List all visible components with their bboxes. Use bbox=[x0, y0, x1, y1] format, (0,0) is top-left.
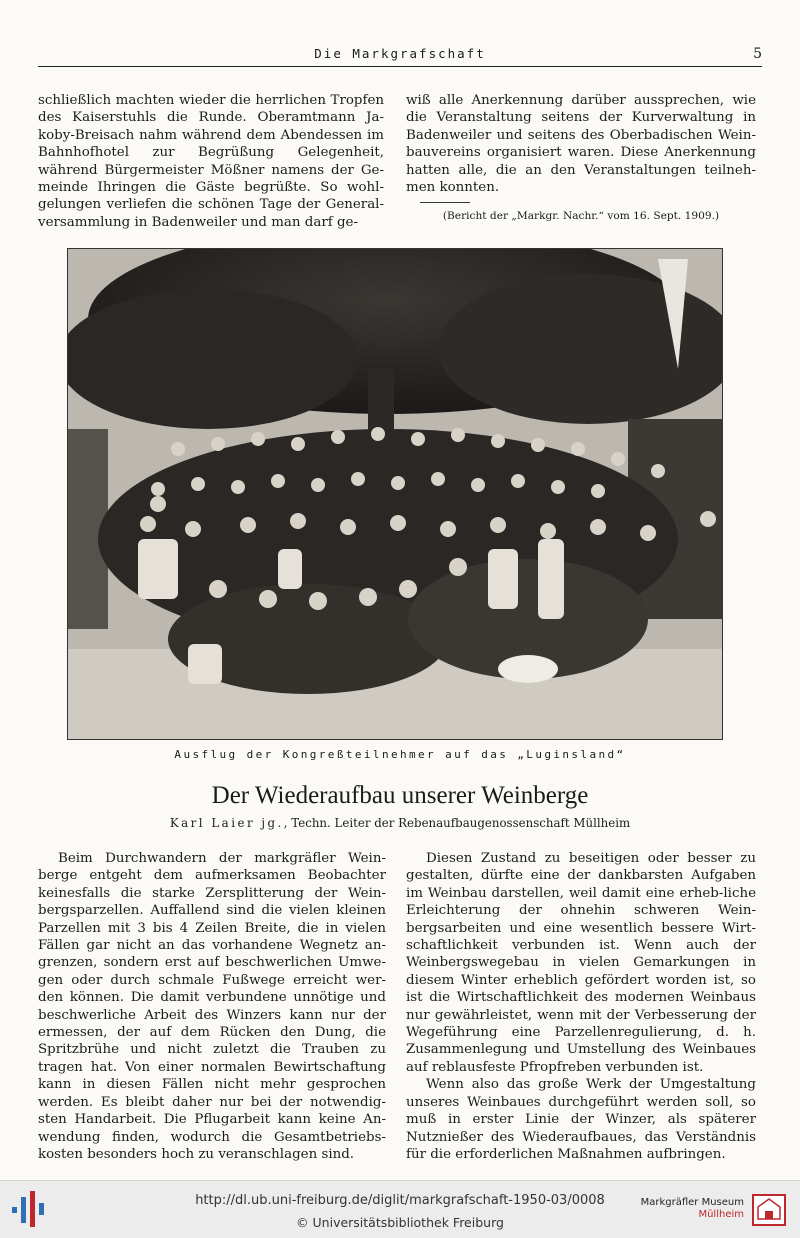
divider bbox=[420, 202, 470, 203]
article-paragraph: Diesen Zustand zu beseitigen oder besser zu gestalten, dürfte eine der dankbarsten Aufgaben im Weinbau darstellen, weil damit eine erheb-liche Erleichterung der ohnehin schweren Wein-bergsarbeiten und eine wesentlich bessere Wirt-schaftlichkeit verbunden ist. Wenn auch der Weinbergswegebau in vielen Gemarkungen in diesem Winter erheblich gefördert worden ist, so ist die Wirtschaftlichkeit des modernen Weinbaus nur gewährleistet, wenn mit der Verbesserung der Wegeführung eine Parzellenregulierung, d. h. Zusammenlegung und Umstellung des Weinbaues auf reblausfeste Pfropfreben verbunden ist. bbox=[406, 851, 756, 1075]
document-url[interactable]: http://dl.ub.uni-freiburg.de/diglit/markgrafschaft-1950-03/0008 bbox=[195, 1193, 605, 1208]
running-head bbox=[38, 46, 762, 67]
author-name: Karl Laier jg. bbox=[169, 816, 284, 830]
museum-name-line2: Müllheim bbox=[698, 1209, 744, 1220]
photo-caption: Ausflug der Kongreßteilnehmer auf das „Luginsland“ bbox=[174, 748, 626, 761]
report-column-right bbox=[406, 92, 756, 223]
report-source: (Bericht der „Markgr. Nachr.“ vom 16. Sept. 1909.) bbox=[442, 210, 720, 223]
crowd bbox=[98, 429, 678, 694]
museum-logo-icon[interactable] bbox=[750, 1189, 788, 1229]
article-byline bbox=[38, 816, 762, 830]
museum-name bbox=[641, 1197, 744, 1221]
report-text-left: schließlich machten wieder die herrlichen Tropfen des Kaiserstuhls die Runde. Oberamtmann Ja-koby-Breisach nahm während dem Abendessen im Bahnhofhotel zur Begrüßung Gelegenheit, während Bürgermeister Mößner namens der Ge-meinde Ihringen die Gäste begrüßte. So wohl-gelungen verliefen die schönen Tage der General-versammlung in Badenweiler und man darf ge- bbox=[38, 93, 384, 230]
group-photo-drawing bbox=[68, 249, 722, 739]
copyright-notice: © Universitätsbibliothek Freiburg bbox=[296, 1215, 504, 1230]
dog bbox=[498, 655, 558, 683]
author-affiliation: , Techn. Leiter der Rebenaufbaugenossenschaft Müllheim bbox=[283, 816, 631, 830]
tree-canopy-left bbox=[68, 289, 358, 429]
report-column-left bbox=[38, 92, 384, 231]
group-photo bbox=[67, 248, 723, 740]
article-title: Der Wiederaufbau unserer Weinberge bbox=[211, 782, 589, 809]
article-column-right bbox=[406, 850, 756, 1163]
article-paragraph: Beim Durchwandern der markgräfler Wein-berge entgeht dem aufmerksamen Beobachter keinesfalls die starke Zersplitterung der Wein-bergsparzellen. Auffallend sind die vielen kleinen Parzellen mit 3 bis 4 Zeilen Breite, die in vielen Fällen gar nicht an das vorhandene Wegnetz an-grenzen, sondern erst auf beschwerlichen Umwe-gen oder durch schmale Fußwege erreicht wer-den können. Die damit verbundene unnötige und beschwerliche Arbeit des Winzers kann nur der ermessen, der auf dem Rücken den Dung, die Spritzbrühe und nicht zuletzt die Trauben zu tragen hat. Von einer normalen Bewirtschaftung kann in diesen Fällen nicht mehr gesprochen werden. Es bleibt daher nur bei der notwendig-sten Handarbeit. Die Pflugarbeit kann keine An-wendung finden, wodurch die Gesamtbetriebs-kosten besonders hoch zu veranschlagen sind. bbox=[38, 851, 386, 1162]
page-number: 5 bbox=[753, 46, 762, 62]
library-footer bbox=[0, 1180, 800, 1238]
university-library-logo[interactable] bbox=[10, 1191, 50, 1227]
running-title: Die Markgrafschaft bbox=[314, 46, 486, 61]
article-column-left bbox=[38, 850, 386, 1163]
report-text-right: wiß alle Anerkennung darüber aussprechen, wie die Veranstaltung seitens der Kurverwaltung in Badenweiler und seitens des Oberbadischen Wein-bauvereins organisiert waren. Diese Anerkennung hatten alle, die an den Veranstaltungen teilneh-men konnten. bbox=[406, 93, 756, 196]
article-paragraph: Wenn also das große Werk der Umgestaltung unseres Weinbaues durchgeführt werden soll, so muß in erster Linie der Winzer, als späterer Nutznießer des Wiederaufbaues, das Verständnis für die erforderlichen Maßnahmen aufbringen. bbox=[406, 1077, 756, 1162]
museum-name-line1: Markgräfler Museum bbox=[640, 1197, 744, 1208]
